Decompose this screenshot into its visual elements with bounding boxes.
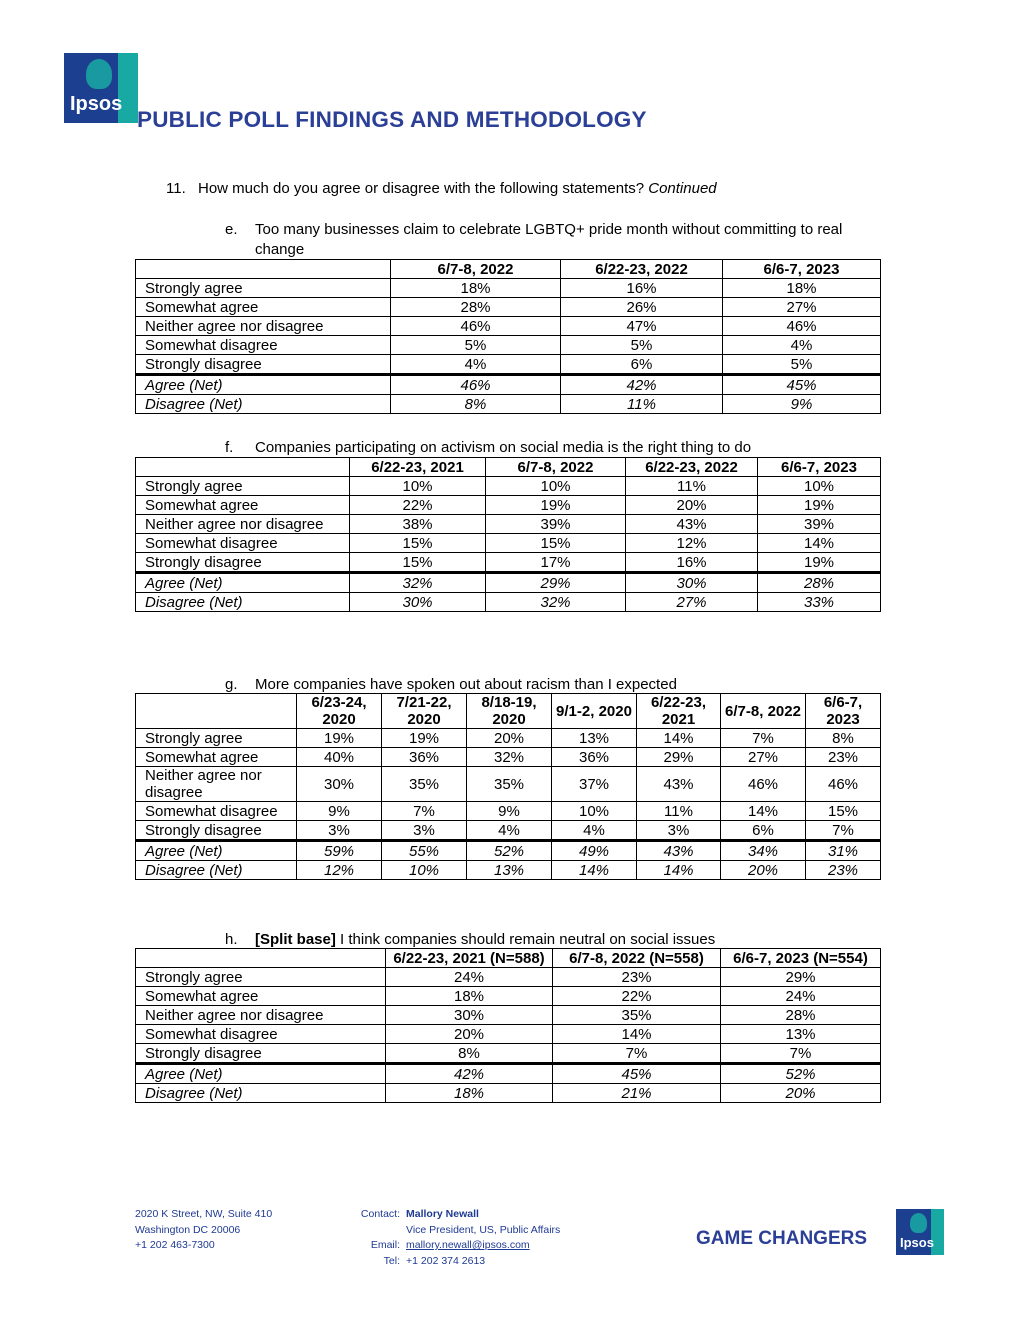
value-cell: 22% bbox=[350, 496, 486, 515]
question-number: 11. bbox=[166, 180, 186, 197]
value-cell: 12% bbox=[626, 534, 758, 553]
value-cell: 7% bbox=[382, 802, 467, 821]
table-row bbox=[136, 729, 881, 748]
value-cell: 35% bbox=[382, 767, 467, 802]
value-cell: 46% bbox=[391, 317, 561, 336]
table-body-e bbox=[136, 279, 881, 414]
value-cell: 23% bbox=[553, 968, 721, 987]
value-cell: 14% bbox=[637, 861, 721, 880]
column-header: 6/6-7, 2023 bbox=[806, 694, 881, 729]
value-cell: 17% bbox=[486, 553, 626, 573]
value-cell: 21% bbox=[553, 1084, 721, 1103]
value-cell: 32% bbox=[467, 748, 552, 767]
value-cell: 19% bbox=[382, 729, 467, 748]
table-row bbox=[136, 1025, 881, 1044]
table-row bbox=[136, 802, 881, 821]
value-cell: 28% bbox=[391, 298, 561, 317]
value-cell: 3% bbox=[382, 821, 467, 841]
table-row bbox=[136, 1084, 881, 1103]
row-label: Agree (Net) bbox=[136, 375, 391, 395]
value-cell: 20% bbox=[386, 1025, 553, 1044]
column-header: 9/1-2, 2020 bbox=[552, 694, 637, 729]
header-cell bbox=[136, 458, 350, 477]
value-cell: 28% bbox=[721, 1006, 881, 1025]
row-label: Strongly agree bbox=[136, 477, 350, 496]
column-header: 6/7-8, 2022 bbox=[486, 458, 626, 477]
value-cell: 59% bbox=[297, 841, 382, 861]
row-label: Agree (Net) bbox=[136, 573, 350, 593]
column-header: 8/18-19, 2020 bbox=[467, 694, 552, 729]
value-cell: 32% bbox=[486, 593, 626, 612]
value-cell: 28% bbox=[758, 573, 881, 593]
table-body-h bbox=[136, 968, 881, 1103]
value-cell: 20% bbox=[626, 496, 758, 515]
table-row bbox=[136, 573, 881, 593]
value-cell: 39% bbox=[486, 515, 626, 534]
question-title bbox=[166, 180, 717, 197]
value-cell: 49% bbox=[552, 841, 637, 861]
value-cell: 24% bbox=[721, 987, 881, 1006]
value-cell: 35% bbox=[553, 1006, 721, 1025]
row-label: Strongly disagree bbox=[136, 553, 350, 573]
contact-title: Vice President, US, Public Affairs bbox=[406, 1223, 561, 1236]
value-cell: 46% bbox=[723, 317, 881, 336]
value-cell: 31% bbox=[806, 841, 881, 861]
value-cell: 13% bbox=[552, 729, 637, 748]
value-cell: 52% bbox=[721, 1064, 881, 1084]
table-row bbox=[136, 336, 881, 355]
value-cell: 14% bbox=[552, 861, 637, 880]
table-row bbox=[136, 1064, 881, 1084]
table-body-f bbox=[136, 477, 881, 612]
value-cell: 5% bbox=[391, 336, 561, 355]
value-cell: 38% bbox=[350, 515, 486, 534]
table-row bbox=[136, 767, 881, 802]
table-row bbox=[136, 861, 881, 880]
value-cell: 29% bbox=[486, 573, 626, 593]
table-row bbox=[136, 395, 881, 414]
value-cell: 23% bbox=[806, 748, 881, 767]
row-label: Somewhat disagree bbox=[136, 534, 350, 553]
value-cell: 27% bbox=[721, 748, 806, 767]
table-row bbox=[136, 968, 881, 987]
value-cell: 33% bbox=[758, 593, 881, 612]
row-label: Somewhat agree bbox=[136, 748, 297, 767]
table-row bbox=[136, 317, 881, 336]
value-cell: 43% bbox=[626, 515, 758, 534]
value-cell: 8% bbox=[806, 729, 881, 748]
column-header: 6/22-23, 2021 bbox=[350, 458, 486, 477]
table-f bbox=[135, 457, 881, 612]
value-cell: 43% bbox=[637, 841, 721, 861]
value-cell: 8% bbox=[386, 1044, 553, 1064]
row-label: Neither agree nor disagree bbox=[136, 767, 297, 802]
column-header: 6/22-23, 2022 bbox=[561, 260, 723, 279]
logo-text: Ipsos bbox=[70, 93, 123, 115]
value-cell: 55% bbox=[382, 841, 467, 861]
value-cell: 22% bbox=[553, 987, 721, 1006]
value-cell: 15% bbox=[806, 802, 881, 821]
contact-phone: +1 202 374 2613 bbox=[406, 1254, 486, 1267]
value-cell: 9% bbox=[467, 802, 552, 821]
row-label: Somewhat agree bbox=[136, 496, 350, 515]
contact-name: Mallory Newall bbox=[406, 1208, 479, 1220]
row-label: Somewhat disagree bbox=[136, 802, 297, 821]
value-cell: 18% bbox=[723, 279, 881, 298]
value-cell: 18% bbox=[391, 279, 561, 298]
value-cell: 30% bbox=[350, 593, 486, 612]
continued-label: Continued bbox=[648, 180, 717, 197]
value-cell: 11% bbox=[626, 477, 758, 496]
value-cell: 10% bbox=[486, 477, 626, 496]
ipsos-logo bbox=[64, 53, 138, 123]
value-cell: 6% bbox=[721, 821, 806, 841]
value-cell: 35% bbox=[467, 767, 552, 802]
value-cell: 4% bbox=[552, 821, 637, 841]
table-g bbox=[135, 693, 881, 880]
column-header: 6/6-7, 2023 bbox=[758, 458, 881, 477]
value-cell: 45% bbox=[553, 1064, 721, 1084]
value-cell: 34% bbox=[721, 841, 806, 861]
table-row bbox=[136, 987, 881, 1006]
row-label: Disagree (Net) bbox=[136, 1084, 386, 1103]
value-cell: 13% bbox=[721, 1025, 881, 1044]
table-row bbox=[136, 1044, 881, 1064]
header-cell bbox=[136, 260, 391, 279]
column-header: 6/7-8, 2022 (N=558) bbox=[553, 949, 721, 968]
value-cell: 20% bbox=[467, 729, 552, 748]
table-row bbox=[136, 515, 881, 534]
row-label: Strongly agree bbox=[136, 968, 386, 987]
table-row bbox=[136, 748, 881, 767]
row-label: Somewhat disagree bbox=[136, 336, 391, 355]
value-cell: 7% bbox=[721, 729, 806, 748]
value-cell: 4% bbox=[723, 336, 881, 355]
page-title: PUBLIC POLL FINDINGS AND METHODOLOGY bbox=[137, 107, 647, 132]
ipsos-logo-small: Ipsos bbox=[896, 1209, 944, 1255]
value-cell: 45% bbox=[723, 375, 881, 395]
value-cell: 16% bbox=[561, 279, 723, 298]
value-cell: 7% bbox=[553, 1044, 721, 1064]
value-cell: 36% bbox=[382, 748, 467, 767]
row-label: Disagree (Net) bbox=[136, 395, 391, 414]
row-label: Strongly agree bbox=[136, 279, 391, 298]
value-cell: 23% bbox=[806, 861, 881, 880]
row-label: Disagree (Net) bbox=[136, 861, 297, 880]
value-cell: 46% bbox=[806, 767, 881, 802]
value-cell: 11% bbox=[637, 802, 721, 821]
table-e bbox=[135, 259, 881, 414]
value-cell: 15% bbox=[350, 553, 486, 573]
table-row bbox=[136, 355, 881, 375]
column-header: 6/7-8, 2022 bbox=[721, 694, 806, 729]
value-cell: 4% bbox=[391, 355, 561, 375]
value-cell: 19% bbox=[758, 496, 881, 515]
value-cell: 19% bbox=[297, 729, 382, 748]
column-header: 6/22-23, 2021 (N=588) bbox=[386, 949, 553, 968]
table-row bbox=[136, 477, 881, 496]
row-label: Strongly agree bbox=[136, 729, 297, 748]
value-cell: 46% bbox=[391, 375, 561, 395]
table-row bbox=[136, 298, 881, 317]
value-cell: 10% bbox=[382, 861, 467, 880]
value-cell: 14% bbox=[721, 802, 806, 821]
value-cell: 20% bbox=[721, 1084, 881, 1103]
table-h bbox=[135, 948, 881, 1103]
row-label: Somewhat agree bbox=[136, 298, 391, 317]
value-cell: 30% bbox=[626, 573, 758, 593]
head-silhouette-icon bbox=[86, 59, 112, 89]
value-cell: 42% bbox=[386, 1064, 553, 1084]
statement-g: g. More companies have spoken out about racism than I expected bbox=[225, 676, 677, 693]
column-header: 6/6-7, 2023 bbox=[723, 260, 881, 279]
value-cell: 36% bbox=[552, 748, 637, 767]
question-text: How much do you agree or disagree with the following statements? bbox=[198, 180, 645, 197]
value-cell: 14% bbox=[637, 729, 721, 748]
value-cell: 3% bbox=[637, 821, 721, 841]
row-label: Neither agree nor disagree bbox=[136, 317, 391, 336]
column-header: 6/22-23, 2022 bbox=[626, 458, 758, 477]
value-cell: 10% bbox=[350, 477, 486, 496]
value-cell: 10% bbox=[552, 802, 637, 821]
column-header: 6/6-7, 2023 (N=554) bbox=[721, 949, 881, 968]
value-cell: 29% bbox=[637, 748, 721, 767]
value-cell: 37% bbox=[552, 767, 637, 802]
value-cell: 9% bbox=[297, 802, 382, 821]
value-cell: 15% bbox=[350, 534, 486, 553]
header-cell bbox=[136, 949, 386, 968]
value-cell: 52% bbox=[467, 841, 552, 861]
value-cell: 8% bbox=[391, 395, 561, 414]
row-label: Neither agree nor disagree bbox=[136, 515, 350, 534]
row-label: Disagree (Net) bbox=[136, 593, 350, 612]
table-row bbox=[136, 821, 881, 841]
value-cell: 3% bbox=[297, 821, 382, 841]
value-cell: 40% bbox=[297, 748, 382, 767]
value-cell: 13% bbox=[467, 861, 552, 880]
value-cell: 4% bbox=[467, 821, 552, 841]
value-cell: 9% bbox=[723, 395, 881, 414]
table-row bbox=[136, 496, 881, 515]
row-label: Agree (Net) bbox=[136, 841, 297, 861]
value-cell: 16% bbox=[626, 553, 758, 573]
split-base-label: [Split base] bbox=[255, 931, 336, 948]
value-cell: 32% bbox=[350, 573, 486, 593]
table-body-g bbox=[136, 729, 881, 880]
value-cell: 10% bbox=[758, 477, 881, 496]
value-cell: 19% bbox=[486, 496, 626, 515]
table-row bbox=[136, 841, 881, 861]
statement-e: e. Too many businesses claim to celebrate LGBTQ+ pride month without committing to real change bbox=[225, 221, 843, 258]
value-cell: 27% bbox=[626, 593, 758, 612]
value-cell: 20% bbox=[721, 861, 806, 880]
row-label: Neither agree nor disagree bbox=[136, 1006, 386, 1025]
column-header: 6/23-24, 2020 bbox=[297, 694, 382, 729]
column-header: 7/21-22, 2020 bbox=[382, 694, 467, 729]
footer-address: 2020 K Street, NW, Suite 410 Washington DC 20006 +1 202 463-7300 bbox=[135, 1208, 273, 1251]
footer-labels: Contact: Email: Tel: bbox=[360, 1208, 400, 1267]
value-cell: 46% bbox=[721, 767, 806, 802]
table-row bbox=[136, 593, 881, 612]
row-label: Strongly disagree bbox=[136, 1044, 386, 1064]
value-cell: 5% bbox=[723, 355, 881, 375]
value-cell: 5% bbox=[561, 336, 723, 355]
header-cell bbox=[136, 694, 297, 729]
value-cell: 29% bbox=[721, 968, 881, 987]
head-silhouette-icon bbox=[910, 1213, 927, 1233]
value-cell: 47% bbox=[561, 317, 723, 336]
table-row bbox=[136, 1006, 881, 1025]
table-row bbox=[136, 375, 881, 395]
value-cell: 19% bbox=[758, 553, 881, 573]
value-cell: 43% bbox=[637, 767, 721, 802]
table-row bbox=[136, 279, 881, 298]
value-cell: 6% bbox=[561, 355, 723, 375]
value-cell: 14% bbox=[553, 1025, 721, 1044]
column-header: 6/7-8, 2022 bbox=[391, 260, 561, 279]
value-cell: 42% bbox=[561, 375, 723, 395]
value-cell: 39% bbox=[758, 515, 881, 534]
value-cell: 18% bbox=[386, 987, 553, 1006]
value-cell: 7% bbox=[721, 1044, 881, 1064]
value-cell: 18% bbox=[386, 1084, 553, 1103]
row-label: Somewhat disagree bbox=[136, 1025, 386, 1044]
row-label: Somewhat agree bbox=[136, 987, 386, 1006]
row-label: Strongly disagree bbox=[136, 355, 391, 375]
value-cell: 24% bbox=[386, 968, 553, 987]
value-cell: 12% bbox=[297, 861, 382, 880]
table-row bbox=[136, 534, 881, 553]
statement-f: f. Companies participating on activism on social media is the right thing to do bbox=[225, 439, 752, 456]
row-label: Agree (Net) bbox=[136, 1064, 386, 1084]
game-changers-tagline: GAME CHANGERS bbox=[696, 1228, 868, 1249]
value-cell: 15% bbox=[486, 534, 626, 553]
value-cell: 27% bbox=[723, 298, 881, 317]
value-cell: 11% bbox=[561, 395, 723, 414]
column-header: 6/22-23, 2021 bbox=[637, 694, 721, 729]
value-cell: 30% bbox=[297, 767, 382, 802]
row-label: Strongly disagree bbox=[136, 821, 297, 841]
value-cell: 7% bbox=[806, 821, 881, 841]
footer-contact bbox=[406, 1207, 560, 1269]
value-cell: 30% bbox=[386, 1006, 553, 1025]
value-cell: 26% bbox=[561, 298, 723, 317]
value-cell: 14% bbox=[758, 534, 881, 553]
table-row bbox=[136, 553, 881, 573]
email-link[interactable]: mallory.newall@ipsos.com bbox=[406, 1239, 530, 1251]
statement-h: h. [Split base] I think companies should remain neutral on social issues bbox=[225, 931, 716, 948]
